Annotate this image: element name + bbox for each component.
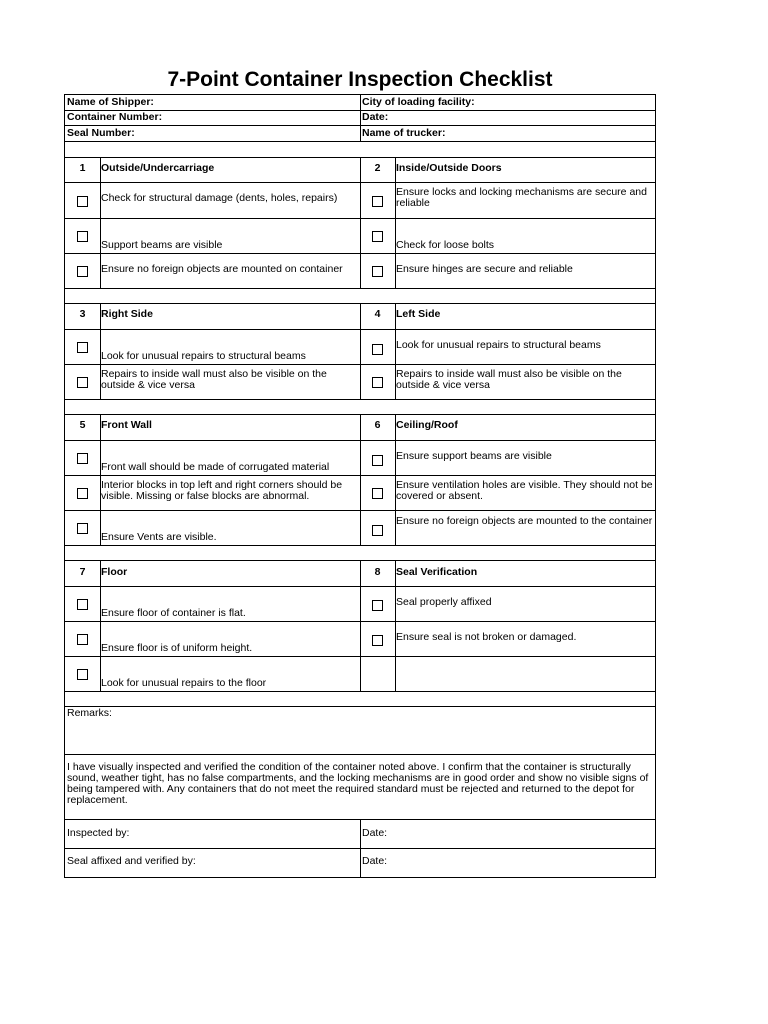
section-number: 7 — [79, 566, 86, 578]
certification-statement: I have visually inspected and verified the condition of the container noted above. I confirm that the container is structurally sound, weather tight, has no false compartments, and the locking mechanisms are in good order and show no visible signs of being tampered with. Any containers that do not meet the required standard must be rejected and returned to the depot for replacement. — [67, 761, 649, 806]
section-title: Floor — [101, 566, 128, 578]
section-title: Left Side — [396, 308, 441, 320]
rule — [65, 288, 655, 289]
col-divider — [100, 560, 101, 691]
rule — [65, 141, 655, 142]
checkbox[interactable] — [77, 523, 88, 534]
checklist-item: Ensure hinges are secure and reliable — [396, 263, 573, 275]
checkbox[interactable] — [372, 196, 383, 207]
inspection-form — [64, 94, 656, 878]
checkbox[interactable] — [77, 453, 88, 464]
date-label: Date: — [362, 827, 388, 839]
checkbox[interactable] — [372, 344, 383, 355]
section-title: Ceiling/Roof — [396, 419, 458, 431]
section-number: 8 — [374, 566, 381, 578]
checkbox[interactable] — [372, 525, 383, 536]
remarks-label: Remarks: — [67, 707, 112, 719]
checklist-item: Ensure no foreign objects are mounted on container — [101, 263, 343, 275]
checkbox[interactable] — [77, 377, 88, 388]
checklist-item: Repairs to inside wall must also be visible on the outside & vice versa — [396, 368, 622, 391]
checkbox[interactable] — [77, 231, 88, 242]
checklist-item: Ensure support beams are visible — [396, 450, 552, 462]
checklist-item: Ensure no foreign objects are mounted to the container — [396, 515, 653, 527]
checklist-item: Front wall should be made of corrugated material — [101, 461, 330, 473]
date-label: Date: — [362, 111, 389, 123]
section-title: Right Side — [101, 308, 153, 320]
page-title: 7-Point Container Inspection Checklist — [167, 68, 553, 91]
checklist-item: Interior blocks in top left and right corners should be visible. Missing or false blocks are abnormal. — [101, 479, 343, 502]
col-divider — [360, 819, 361, 877]
section-title: Seal Verification — [396, 566, 478, 578]
checkbox[interactable] — [77, 342, 88, 353]
checkbox[interactable] — [372, 488, 383, 499]
rule — [65, 706, 655, 707]
section-number: 3 — [79, 308, 86, 320]
section-title: Inside/Outside Doors — [396, 162, 502, 174]
checkbox[interactable] — [372, 231, 383, 242]
checkbox[interactable] — [77, 669, 88, 680]
checklist-item: Ensure Vents are visible. — [101, 531, 217, 543]
col-divider — [395, 560, 396, 691]
section-number: 6 — [374, 419, 381, 431]
checkbox[interactable] — [77, 599, 88, 610]
section-title: Front Wall — [101, 419, 152, 431]
trucker-label: Name of trucker: — [362, 127, 446, 139]
checkbox[interactable] — [372, 455, 383, 466]
checklist-item: Ensure locks and locking mechanisms are secure and reliable — [396, 186, 647, 209]
checkbox[interactable] — [77, 634, 88, 645]
inspected-by-label: Inspected by: — [67, 827, 130, 839]
col-divider — [360, 414, 361, 545]
checklist-item: Look for unusual repairs to the floor — [101, 677, 267, 689]
section-number: 4 — [374, 308, 381, 320]
checklist-item: Ensure floor of container is flat. — [101, 607, 246, 619]
checkbox[interactable] — [77, 488, 88, 499]
section-title: Outside/Undercarriage — [101, 162, 215, 174]
seal-verified-label: Seal affixed and verified by: — [67, 855, 196, 867]
checklist-item: Support beams are visible — [101, 239, 223, 251]
col-divider — [360, 95, 361, 141]
rule — [65, 691, 655, 692]
checkbox[interactable] — [372, 600, 383, 611]
checkbox[interactable] — [372, 377, 383, 388]
checklist-item: Ensure ventilation holes are visible. They should not be covered or absent. — [396, 479, 653, 502]
checkbox[interactable] — [77, 196, 88, 207]
checkbox[interactable] — [372, 635, 383, 646]
col-divider — [360, 157, 361, 288]
checklist-item: Check for loose bolts — [396, 239, 495, 251]
rule — [65, 545, 655, 546]
col-divider — [360, 560, 361, 691]
checkbox[interactable] — [77, 266, 88, 277]
checklist-item: Seal properly affixed — [396, 596, 492, 608]
rule — [65, 399, 655, 400]
checklist-item: Look for unusual repairs to structural beams — [396, 339, 601, 351]
shipper-label: Name of Shipper: — [67, 96, 154, 108]
checklist-item: Check for structural damage (dents, holes, repairs) — [101, 192, 338, 204]
section-number: 5 — [79, 419, 86, 431]
checklist-item: Ensure floor is of uniform height. — [101, 642, 253, 654]
checklist-item: Look for unusual repairs to structural beams — [101, 350, 306, 362]
section-number: 2 — [374, 162, 381, 174]
section-number: 1 — [79, 162, 86, 174]
container-number-label: Container Number: — [67, 111, 163, 123]
checkbox[interactable] — [372, 266, 383, 277]
date-label: Date: — [362, 855, 388, 867]
checklist-item: Ensure seal is not broken or damaged. — [396, 631, 577, 643]
city-label: City of loading facility: — [362, 96, 475, 108]
rule — [65, 754, 655, 755]
seal-number-label: Seal Number: — [67, 127, 135, 139]
checklist-item: Repairs to inside wall must also be visible on the outside & vice versa — [101, 368, 327, 391]
